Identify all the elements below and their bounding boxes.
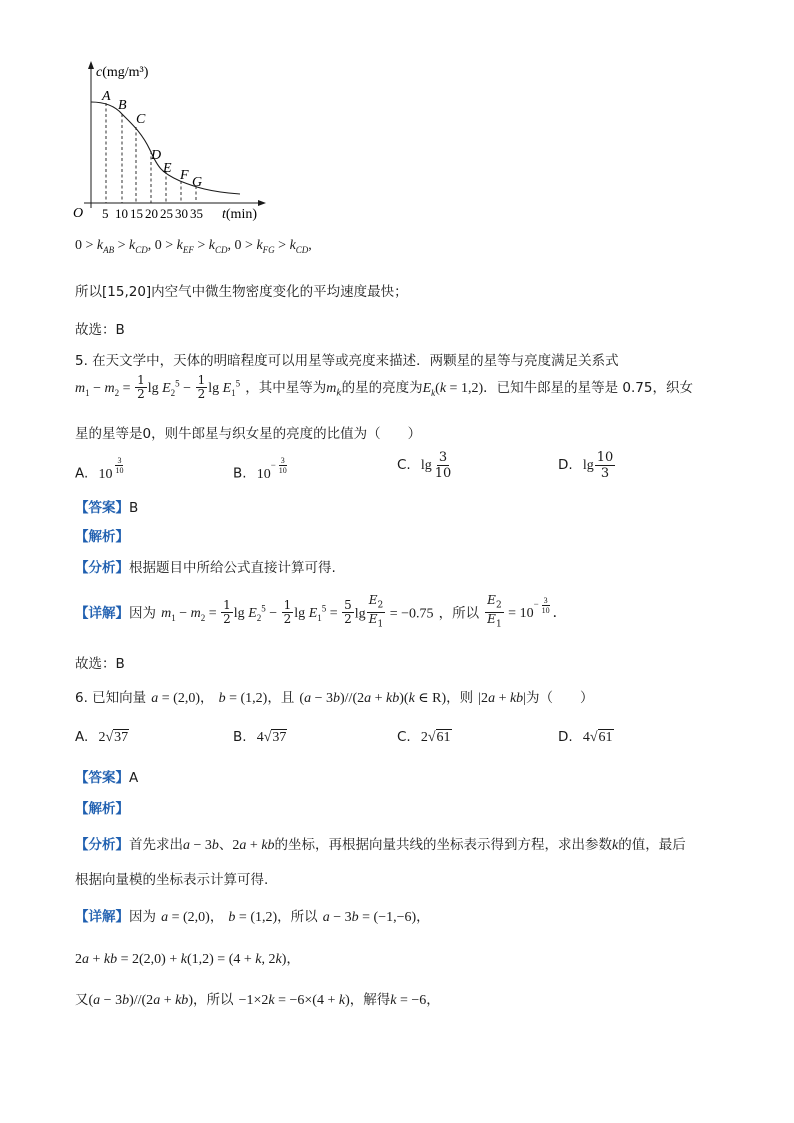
conclusion-text: 所以[15,20]内空气中微生物密度变化的平均速度最快； bbox=[75, 284, 408, 300]
svg-text:20: 20 bbox=[145, 206, 158, 221]
q5-option-a[interactable]: A. 10 $^{\frac{3}{10}}$ bbox=[75, 456, 124, 482]
svg-text:B: B bbox=[118, 98, 127, 113]
q5-xiangjie: 【详解】因为 $m_1 - m_2$ = $\frac{1}{2}$ $\lg E_2^5$ − $\frac{1}{2}$ $\lg E_1^5$ = $\frac{5}{2}$ lg $\frac{E_2}{E_1}$ = −0.75 ，所以 $\frac{E_2}{E_1}$ = $10^{- \frac{3}{10}}$ ． bbox=[75, 593, 567, 630]
concentration-curve bbox=[91, 102, 240, 194]
x-axis-arrow bbox=[258, 200, 266, 206]
q5-option-c[interactable]: C. lg $\frac{3}{10}$ bbox=[397, 450, 452, 481]
point-labels bbox=[101, 89, 202, 190]
q6-option-c[interactable]: C. 2√61 bbox=[397, 729, 451, 745]
q6-fenxi-line1: 【分析】首先求出a − 3b、2a + kb的坐标，再根据向量共线的坐标表示得到方程，求出参数k的值，最后 bbox=[75, 837, 686, 853]
svg-text:E: E bbox=[163, 161, 172, 176]
q6-xiangjie-line3: 又(a − 3b)//(2a + kb)，所以 −1×2k = −6×(4 + k)，解得k = −6， bbox=[75, 992, 440, 1008]
svg-text:30: 30 bbox=[175, 206, 188, 221]
svg-text:G: G bbox=[192, 175, 203, 190]
q5-fenxi: 【分析】根据题目中所给公式直接计算可得. bbox=[75, 560, 336, 576]
slope-comparison: $0 > k_{AB} > k_{CD}$, $0 > k_{EF} > k_{CD}$, $0 > k_{FG} > k_{CD}$, bbox=[75, 238, 312, 255]
q6-xiangjie-line1: 【详解】因为 a = (2,0)， b = (1,2)，所以 a − 3b = (−1,−6)， bbox=[75, 909, 430, 925]
q5-answer: 【答案】B bbox=[75, 500, 139, 516]
q6-option-b[interactable]: B. 4√37 bbox=[233, 729, 287, 745]
q5-stem-line3: 星的星等是0，则牛郎星与织女星的亮度的比值为（ ） bbox=[75, 426, 422, 442]
svg-text:35: 35 bbox=[190, 206, 203, 221]
q5-option-d[interactable]: D. lg $\frac{10}{3}$ bbox=[558, 450, 614, 481]
y-axis-arrow bbox=[88, 61, 94, 69]
q6-option-a[interactable]: A. 2√37 bbox=[75, 729, 129, 745]
svg-text:F: F bbox=[180, 168, 189, 183]
svg-text:25: 25 bbox=[160, 206, 173, 221]
q6-xiangjie-line2: 2a + kb = 2(2,0) + k(1,2) = (4 + k, 2k)， bbox=[75, 951, 300, 967]
y-axis-label: c(mg/m³) bbox=[96, 65, 149, 80]
choose-b-first: 故选：B bbox=[75, 322, 125, 338]
q5-stem-line2: $m_1 - m_2$ = $\frac{1}{2}$ $\lg E_2^5$ − $\frac{1}{2}$ $\lg E_1^5$ ，其中星等为$m_k$的星的亮度为$E_k(k = 1,2)$．已知牛郎星的星等是 0.75，织女 bbox=[75, 373, 693, 401]
q6-fenxi-line2: 根据向量模的坐标表示计算可得. bbox=[75, 872, 269, 888]
q6-stem: 6. 已知向量 a = (2,0)， b = (1,2)，且 (a − 3b)//(2a + kb)(k ∈ R)，则 |2a + kb|为（ ） bbox=[75, 690, 594, 706]
q6-answer: 【答案】A bbox=[75, 770, 139, 786]
origin-label: O bbox=[73, 206, 84, 221]
q5-stem-line1: 5. 在天文学中，天体的明暗程度可以用星等或亮度来描述．两颗星的星等与亮度满足关系式 bbox=[75, 353, 619, 369]
x-axis-label: t(min) bbox=[222, 207, 257, 222]
q5-analysis-title: 【解析】 bbox=[75, 529, 129, 545]
x-tick-labels bbox=[102, 206, 203, 221]
svg-text:D: D bbox=[151, 148, 162, 163]
concentration-graph bbox=[70, 58, 285, 226]
q6-analysis-title: 【解析】 bbox=[75, 801, 129, 817]
svg-text:A: A bbox=[102, 89, 111, 104]
q6-option-d[interactable]: D. 4√61 bbox=[558, 729, 613, 745]
svg-text:10: 10 bbox=[115, 206, 128, 221]
svg-text:C: C bbox=[136, 112, 146, 127]
svg-text:15: 15 bbox=[130, 206, 143, 221]
svg-text:5: 5 bbox=[102, 206, 109, 221]
q5-option-b[interactable]: B. $10^{- \frac{3}{10}}$ bbox=[233, 456, 287, 482]
q5-choose: 故选：B bbox=[75, 656, 125, 672]
